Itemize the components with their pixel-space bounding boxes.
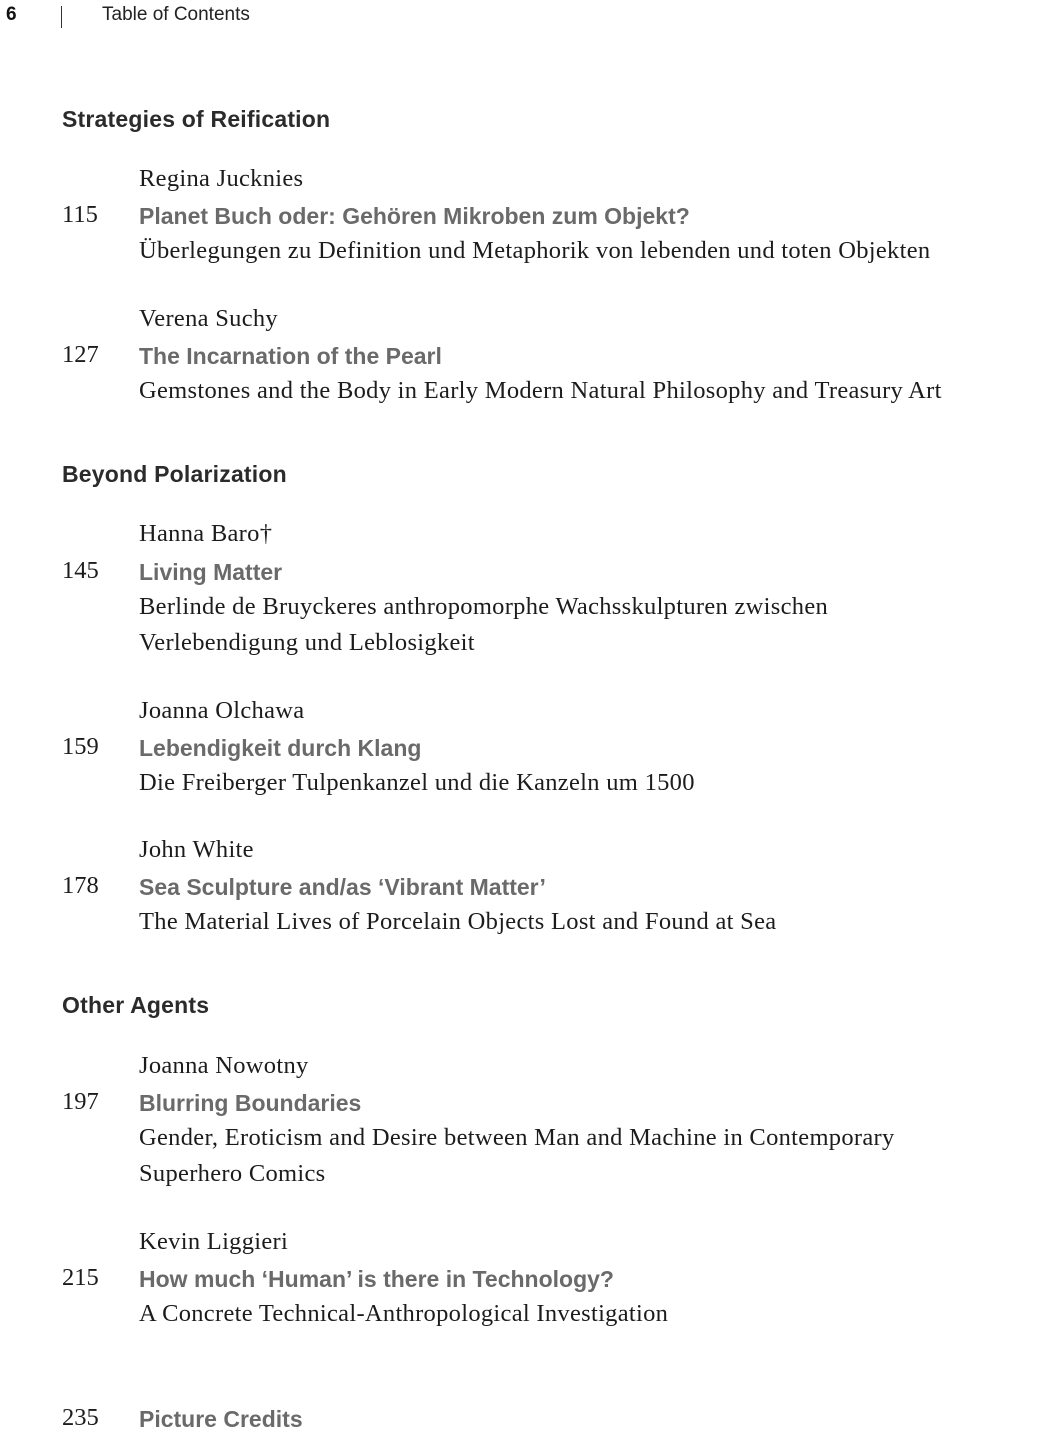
entry-author: John White: [139, 836, 254, 863]
entry-subtitle: Superhero Comics: [139, 1160, 326, 1187]
entry-title[interactable]: How much ‘Human’ is there in Technology?: [139, 1266, 614, 1292]
entry-page-number: 197: [62, 1088, 99, 1115]
entry-page-number: 159: [62, 733, 99, 760]
entry-author: Joanna Nowotny: [139, 1052, 309, 1079]
entry-title[interactable]: Sea Sculpture and/as ‘Vibrant Matter’: [139, 874, 546, 900]
entry-title[interactable]: The Incarnation of the Pearl: [139, 343, 442, 369]
entry-author: Hanna Baro†: [139, 520, 273, 547]
entry-title[interactable]: Living Matter: [139, 559, 283, 585]
entry-page-number: 215: [62, 1264, 99, 1291]
entry-page-number: 145: [62, 557, 99, 584]
entry-subtitle: The Material Lives of Porcelain Objects Lost and Found at Sea: [139, 908, 777, 935]
section-heading-beyond-polarization: Beyond Polarization: [62, 461, 287, 487]
entry-title[interactable]: Picture Credits: [139, 1406, 303, 1432]
entry-page-number: 115: [62, 201, 98, 228]
entry-title[interactable]: Blurring Boundaries: [139, 1090, 362, 1116]
page-number: 6: [6, 4, 17, 25]
entry-author: Joanna Olchawa: [139, 697, 305, 724]
entry-author: Kevin Liggieri: [139, 1228, 289, 1255]
entry-author: Verena Suchy: [139, 305, 278, 332]
entry-title[interactable]: Planet Buch oder: Gehören Mikroben zum Objekt?: [139, 203, 690, 229]
entry-title[interactable]: Lebendigkeit durch Klang: [139, 735, 422, 761]
entry-page-number: 127: [62, 341, 99, 368]
entry-subtitle: A Concrete Technical-Anthropological Investigation: [139, 1300, 669, 1327]
entry-subtitle: Gemstones and the Body in Early Modern Natural Philosophy and Treasury Art: [139, 377, 942, 404]
entry-subtitle: Die Freiberger Tulpenkanzel und die Kanzeln um 1500: [139, 769, 695, 796]
entry-page-number: 178: [62, 872, 99, 899]
entry-subtitle: Überlegungen zu Definition und Metaphorik von lebenden und toten Objekten: [139, 237, 931, 264]
entry-subtitle: Berlinde de Bruyckeres anthropomorphe Wachsskulpturen zwischen: [139, 593, 829, 620]
section-heading-other-agents: Other Agents: [62, 992, 210, 1018]
header-divider: [61, 6, 62, 28]
entry-page-number: 235: [62, 1404, 99, 1431]
entry-author: Regina Jucknies: [139, 165, 304, 192]
section-heading-strategies-of-reification: Strategies of Reification: [62, 106, 331, 132]
entry-subtitle: Verlebendigung und Leblosigkeit: [139, 629, 475, 656]
running-head-title: Table of Contents: [102, 4, 250, 25]
entry-subtitle: Gender, Eroticism and Desire between Man and Machine in Contemporary: [139, 1124, 895, 1151]
